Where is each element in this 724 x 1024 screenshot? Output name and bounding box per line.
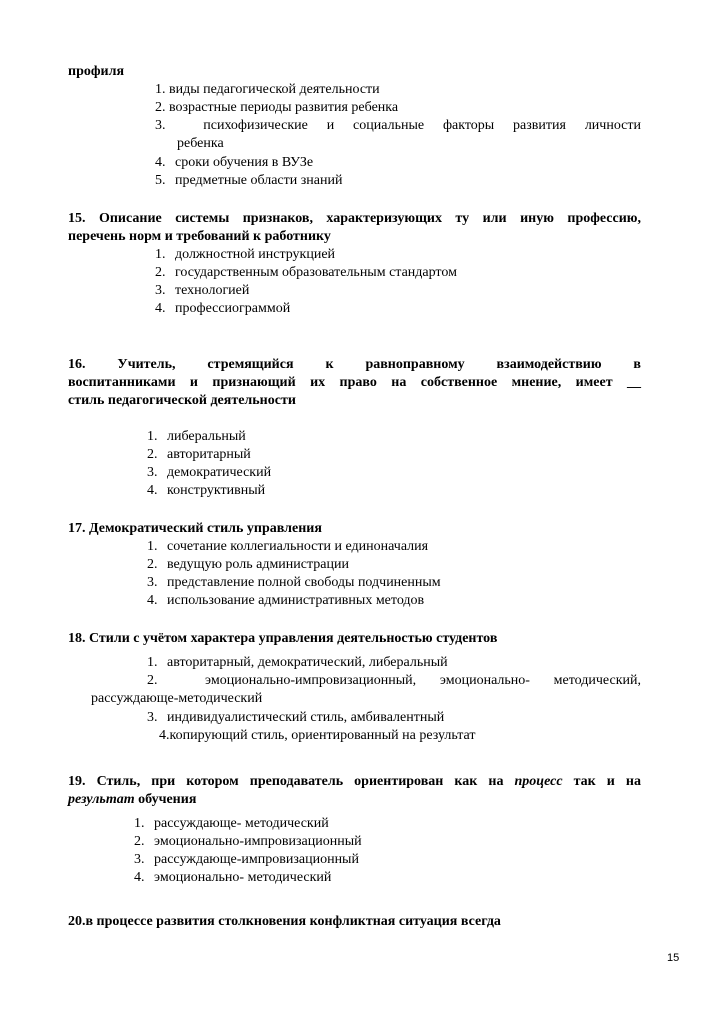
q17-option-4: 4. использование административных методов xyxy=(147,593,425,608)
q18-option-3: 3. индивидуалистический стиль, амбивалентный xyxy=(147,710,445,725)
q19-option-1: 1. рассуждающе- методический xyxy=(134,816,329,831)
q16-option-3: 3. демократический xyxy=(147,465,272,480)
q19-option-4: 4. эмоционально- методический xyxy=(134,870,332,885)
q15-option-1: 1. должностной инструкцией xyxy=(155,247,336,262)
q14-option-3: 3. психофизические и социальные факторы развития личности xyxy=(155,118,642,133)
q16-option-2: 2. авторитарный xyxy=(147,447,251,462)
q20-title: 20.в процессе развития столкновения конфликтная ситуация всегда xyxy=(68,914,501,929)
q17-option-1: 1. сочетание коллегиальности и единоначалия xyxy=(147,539,429,554)
q14-option-3-cont: ребенка xyxy=(177,136,224,151)
q14-option-4: 4. сроки обучения в ВУЗе xyxy=(155,155,314,170)
q16-title-line1: 16. Учитель, стремящийся к равноправному взаимодействию в xyxy=(68,357,641,372)
q18-option-4: 4.копирующий стиль, ориентированный на результат xyxy=(159,728,476,743)
q18-option-2-cont: рассуждающе-методический xyxy=(91,691,263,706)
q14-option-5: 5. предметные области знаний xyxy=(155,173,343,188)
q15-title-line2: перечень норм и требований к работнику xyxy=(68,229,331,244)
q16-title-line2: воспитанниками и признающий их право на собственное мнение, имеет __ xyxy=(68,375,641,390)
page-number: 15 xyxy=(667,952,680,964)
q17-option-2: 2. ведущую роль администрации xyxy=(147,557,349,572)
q18-title: 18. Стили с учётом характера управления деятельностью студентов xyxy=(68,631,498,646)
q15-title-line1: 15. Описание системы признаков, характеризующих ту или иную профессию, xyxy=(68,211,641,226)
q18-option-1: 1. авторитарный, демократический, либеральный xyxy=(147,655,448,670)
q19-option-2: 2. эмоционально-импровизационный xyxy=(134,834,362,849)
q14-option-2: 2. возрастные периоды развития ребенка xyxy=(155,100,399,115)
q15-option-3: 3. технологией xyxy=(155,283,250,298)
q19-title-line2: результат обучения xyxy=(68,792,197,807)
q19-option-3: 3. рассуждающе-импровизационный xyxy=(134,852,359,867)
q15-option-2: 2. государственным образовательным стандартом xyxy=(155,265,457,280)
q18-option-2: 2. эмоционально-импровизационный, эмоционально- методический, xyxy=(147,673,641,688)
q15-option-4: 4. профессиограммой xyxy=(155,301,291,316)
q16-title-line3: стиль педагогической деятельности xyxy=(68,393,296,408)
q17-title: 17. Демократический стиль управления xyxy=(68,521,322,536)
q19-title-line1: 19. Стиль, при котором преподаватель ориентирован как на процесс так и на xyxy=(68,774,641,789)
q17-option-3: 3. представление полной свободы подчиненным xyxy=(147,575,441,590)
q14-title-tail: профиля xyxy=(68,64,125,79)
q16-option-4: 4. конструктивный xyxy=(147,483,266,498)
q14-option-1: 1. виды педагогической деятельности xyxy=(155,82,380,97)
q16-option-1: 1. либеральный xyxy=(147,429,246,444)
